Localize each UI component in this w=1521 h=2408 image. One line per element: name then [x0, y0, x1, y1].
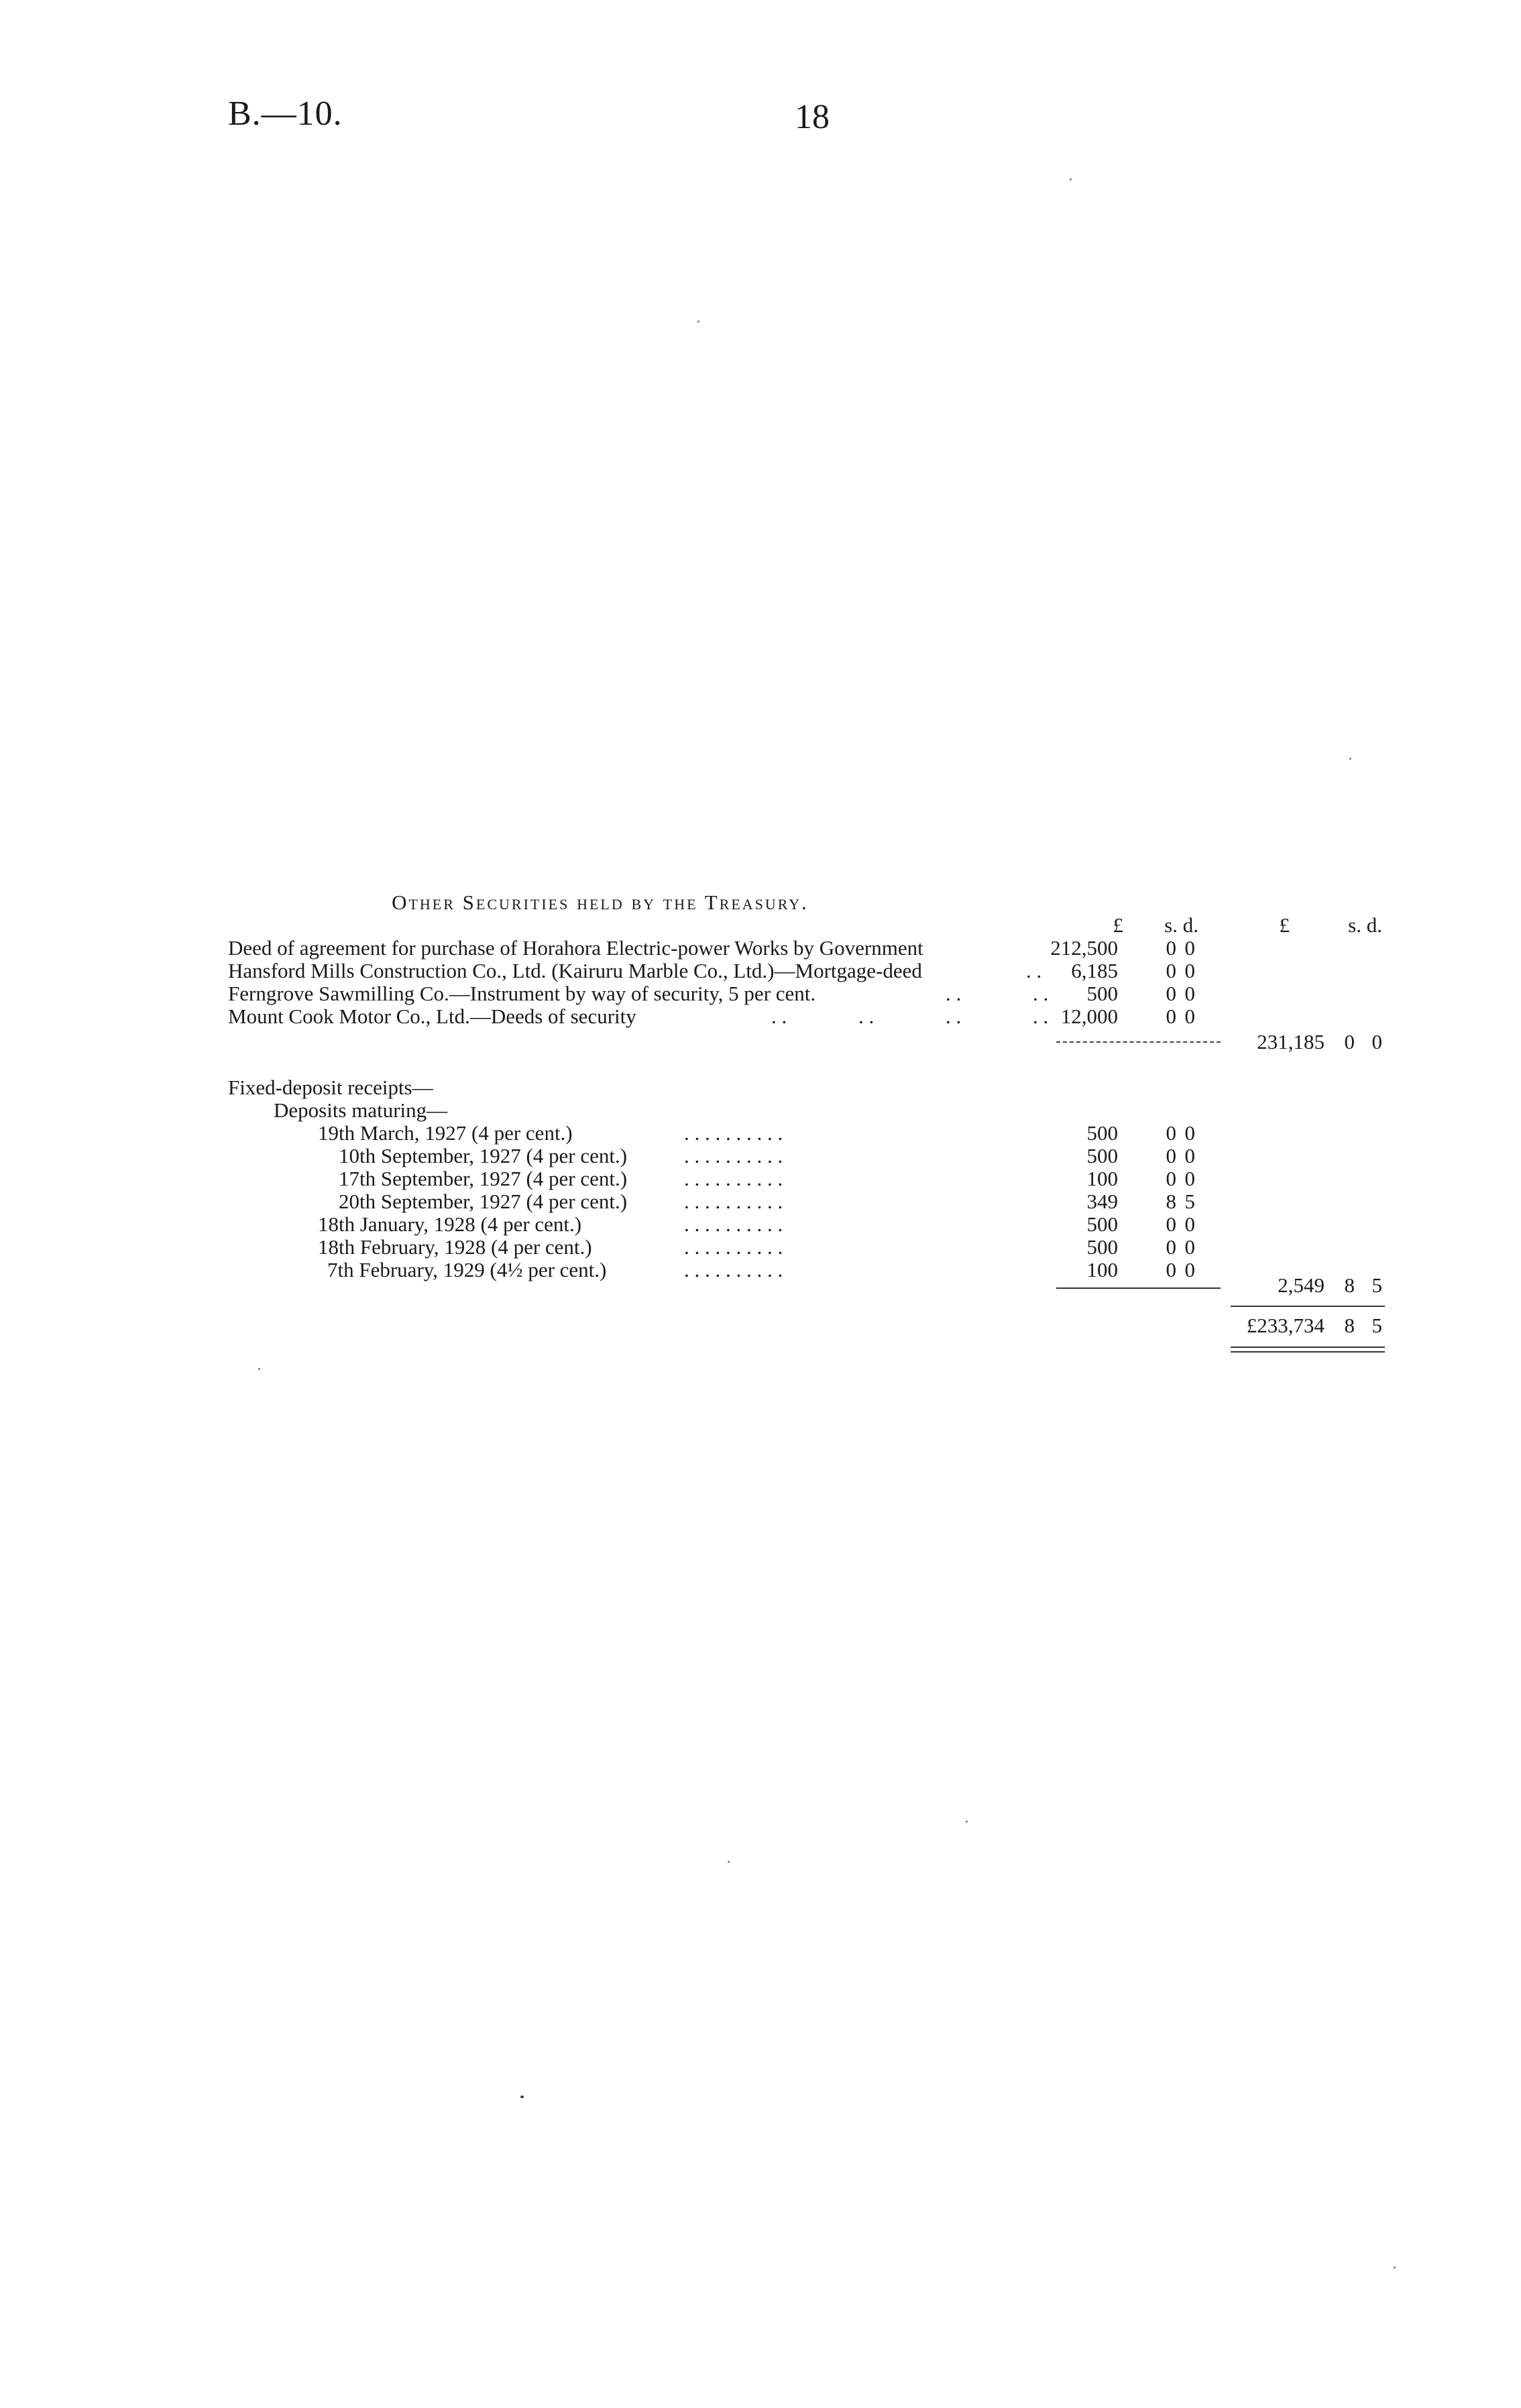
- deposit-pounds: 500: [1086, 1121, 1118, 1145]
- deposit-row: [0, 1122, 1521, 1145]
- grand-total-row: [0, 1314, 1521, 1337]
- deposit-row: [0, 1236, 1521, 1259]
- deposit-label: 7th February, 1929 (4½ per cent.): [327, 1258, 607, 1281]
- leader-dots: . .: [1026, 959, 1042, 982]
- deposit-shillings: 0: [1166, 1235, 1176, 1259]
- leader-dots: . .: [946, 1005, 962, 1028]
- grand-total-double-rule-2: [1231, 1351, 1385, 1353]
- security-shillings: 0: [1166, 936, 1176, 960]
- security-pence: 0: [1184, 982, 1195, 1005]
- security-label: Hansford Mills Construction Co., Ltd. (Kairuru Marble Co., Ltd.)—Mortgage-deed: [228, 959, 922, 982]
- deposit-pence: 0: [1184, 1121, 1195, 1145]
- leader-dots: . .: [1033, 982, 1049, 1005]
- security-pence: 0: [1184, 1005, 1195, 1028]
- scan-speck: [728, 1861, 730, 1863]
- security-pounds: 212,500: [1050, 936, 1118, 960]
- deposit-pence: 0: [1184, 1167, 1195, 1190]
- deposit-shillings: 0: [1166, 1144, 1176, 1167]
- deposits-total-shillings: 8: [1344, 1273, 1355, 1297]
- grand-total-pounds: £233,734: [1246, 1314, 1325, 1337]
- security-pounds: 500: [1086, 982, 1118, 1005]
- security-row: [0, 982, 1521, 1005]
- deposit-pounds: 100: [1086, 1258, 1118, 1281]
- page-number: 18: [795, 98, 830, 136]
- scan-speck: [1394, 2267, 1396, 2269]
- leader-dots: . . . . . . . . . .: [684, 1190, 783, 1213]
- fixed-deposit-heading: Fixed-deposit receipts—: [228, 1076, 433, 1099]
- pounds-heading: £: [1113, 913, 1123, 937]
- leader-dots: . . . . . . . . . .: [684, 1167, 783, 1190]
- scan-speck: [966, 1821, 968, 1823]
- security-row: [0, 1005, 1521, 1028]
- deposit-pounds: 100: [1086, 1167, 1118, 1190]
- shillings-pence-heading: s. d.: [1164, 913, 1198, 937]
- security-pence: 0: [1184, 959, 1195, 982]
- security-shillings: 0: [1166, 959, 1176, 982]
- deposit-pounds: 500: [1086, 1212, 1118, 1236]
- leader-dots: . . . . . . . . . .: [684, 1235, 783, 1259]
- securities-total-pence: 0: [1371, 1030, 1382, 1053]
- deposit-pounds: 349: [1086, 1190, 1118, 1213]
- security-label: Deed of agreement for purchase of Horahora Electric-power Works by Government: [228, 936, 923, 960]
- security-label: Mount Cook Motor Co., Ltd.—Deeds of security: [228, 1005, 636, 1028]
- deposit-pounds: 500: [1086, 1144, 1118, 1167]
- grand-total-top-rule: [1231, 1306, 1385, 1307]
- deposit-label: 18th January, 1928 (4 per cent.): [318, 1212, 582, 1236]
- deposit-pence: 0: [1184, 1235, 1195, 1259]
- document-reference: B.—10.: [228, 95, 343, 133]
- leader-dots: . .: [771, 1005, 787, 1028]
- deposit-row: [0, 1145, 1521, 1167]
- deposit-label: 18th February, 1928 (4 per cent.): [318, 1235, 592, 1259]
- deposit-shillings: 0: [1166, 1212, 1176, 1236]
- deposit-label: 17th September, 1927 (4 per cent.): [339, 1167, 628, 1190]
- deposits-subheading: Deposits maturing—: [274, 1098, 448, 1122]
- deposit-row: [0, 1190, 1521, 1213]
- deposits-total-pence: 5: [1371, 1273, 1382, 1297]
- deposits-subheading-row: [0, 1099, 1521, 1122]
- deposits-total-pounds: 2,549: [1278, 1273, 1325, 1297]
- scan-speck: [697, 321, 699, 323]
- leader-dots: . . . . . . . . . .: [684, 1258, 783, 1281]
- deposit-shillings: 0: [1166, 1121, 1176, 1145]
- deposits-total-row: [0, 1274, 1521, 1297]
- deposit-pence: 0: [1184, 1144, 1195, 1167]
- securities-total-pounds: 231,185: [1257, 1030, 1325, 1053]
- securities-total-shillings: 0: [1344, 1030, 1355, 1053]
- leader-dots: . . . . . . . . . .: [684, 1144, 783, 1167]
- deposit-shillings: 0: [1166, 1258, 1176, 1281]
- leader-dots: . . . . . . . . . .: [684, 1121, 783, 1145]
- column-headings: [0, 914, 1521, 937]
- deposit-row: [0, 1167, 1521, 1190]
- deposit-shillings: 0: [1166, 1167, 1176, 1190]
- security-shillings: 0: [1166, 982, 1176, 1005]
- security-shillings: 0: [1166, 1005, 1176, 1028]
- deposit-label: 10th September, 1927 (4 per cent.): [339, 1144, 628, 1167]
- security-row: [0, 960, 1521, 982]
- deposit-shillings: 8: [1166, 1190, 1176, 1213]
- scan-speck: [1070, 178, 1072, 180]
- shillings-pence-heading-2: s. d.: [1348, 913, 1382, 937]
- deposit-pounds: 500: [1086, 1235, 1118, 1259]
- grand-total-double-rule-1: [1231, 1346, 1385, 1348]
- security-pounds: 12,000: [1060, 1005, 1118, 1028]
- deposit-label: 20th September, 1927 (4 per cent.): [339, 1190, 628, 1213]
- scan-speck: [520, 2096, 524, 2098]
- pounds-heading-2: £: [1279, 913, 1290, 937]
- scan-speck: [258, 1368, 260, 1370]
- deposit-pence: 0: [1184, 1258, 1195, 1281]
- fixed-deposit-heading-row: [0, 1076, 1521, 1099]
- deposit-label: 19th March, 1927 (4 per cent.): [318, 1121, 573, 1145]
- deposit-row: [0, 1213, 1521, 1236]
- section-title: Other Securities held by the Treasury.: [392, 891, 809, 914]
- deposit-pence: 5: [1184, 1190, 1195, 1213]
- scan-speck: [1349, 758, 1351, 760]
- security-pence: 0: [1184, 936, 1195, 960]
- security-label: Ferngrove Sawmilling Co.—Instrument by way of security, 5 per cent.: [228, 982, 816, 1005]
- grand-total-shillings: 8: [1344, 1314, 1355, 1337]
- grand-total-pence: 5: [1371, 1314, 1382, 1337]
- leader-dots: . .: [946, 982, 962, 1005]
- leader-dots: . . . . . . . . . .: [684, 1212, 783, 1236]
- leader-dots: . .: [858, 1005, 875, 1028]
- security-pounds: 6,185: [1071, 959, 1118, 982]
- securities-total-row: [0, 1031, 1521, 1053]
- deposit-pence: 0: [1184, 1212, 1195, 1236]
- security-row: [0, 937, 1521, 960]
- leader-dots: . .: [1033, 1005, 1049, 1028]
